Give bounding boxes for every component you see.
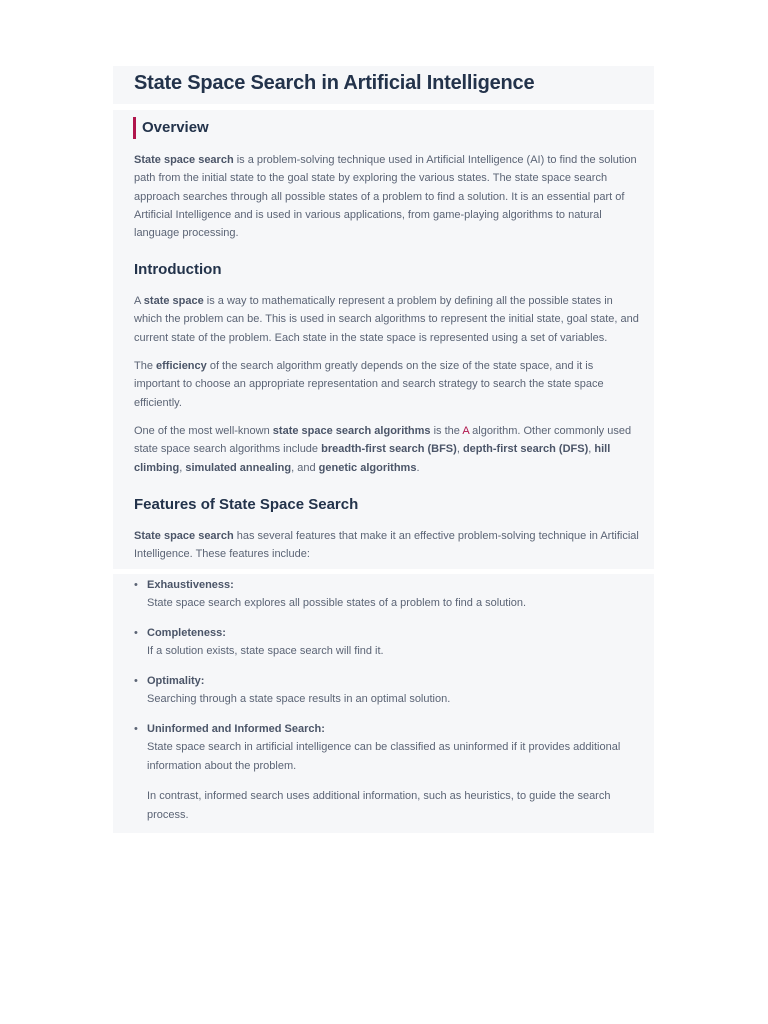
introduction-paragraph-1: A state space is a way to mathematically represent a problem by defining all the possible states in which the problem can be. This is used in search algorithms to represent the initial state, goal state, and current state of the problem. Each state in the state space is represented using a set of variables. xyxy=(134,295,639,344)
page-title: State Space Search in Artificial Intelligence xyxy=(134,72,535,94)
feature-label-completeness: Completeness: xyxy=(147,627,226,639)
feature-desc-completeness: If a solution exists, state space search will find it. xyxy=(147,645,384,657)
feature-desc-search-types: State space search in artificial intelligence can be classified as uninformed if it provides additional information about the problem. xyxy=(147,741,621,772)
introduction-paragraph-3: One of the most well-known state space search algorithms is the A algorithm. Other commonly used state space search algorithms include breadth-first search (BFS), depth-first search (DFS), hill climbing, simulated annealing, and genetic algorithms. xyxy=(134,425,632,474)
features-intro-paragraph: State space search has several features that make it an effective problem-solving technique in Artificial Intelligence. These features include: xyxy=(134,530,639,561)
list-bullet: • xyxy=(134,627,138,639)
list-bullet: • xyxy=(134,579,138,591)
overview-heading: Overview xyxy=(142,119,209,136)
feature-desc-optimality: Searching through a state space results in an optimal solution. xyxy=(147,693,451,705)
feature-label-optimality: Optimality: xyxy=(147,675,205,687)
overview-bold-term: State space search xyxy=(134,154,234,166)
overview-text: is a problem-solving technique used in Artificial Intelligence (AI) to find the solution path from the initial state to the goal state by exploring the various states. The state space search approach searches through all possible states of a problem to find a solution. It is an essential part of Artificial Intelligence and is used in various applications, from game-playing algorithms to natural language processing. xyxy=(134,154,637,240)
section-accent-bar xyxy=(133,117,136,139)
efficiency-term: efficiency xyxy=(156,360,207,372)
list-bullet: • xyxy=(134,723,138,735)
list-bullet: • xyxy=(134,675,138,687)
a-star-link[interactable]: A xyxy=(462,425,470,437)
feature-desc-exhaustiveness: State space search explores all possible states of a problem to find a solution. xyxy=(147,597,527,609)
feature-desc-informed-search: In contrast, informed search uses additional information, such as heuristics, to guide the search process. xyxy=(147,790,611,821)
overview-paragraph xyxy=(134,151,640,242)
feature-label-search-types: Uninformed and Informed Search: xyxy=(147,723,325,735)
introduction-heading: Introduction xyxy=(134,261,222,278)
features-heading: Features of State Space Search xyxy=(134,496,359,513)
introduction-paragraph-2: The efficiency of the search algorithm greatly depends on the size of the state space, and it is important to choose an appropriate representation and search strategy to search the state space efficiently. xyxy=(134,360,604,409)
state-space-term: state space xyxy=(143,295,204,307)
feature-label-exhaustiveness: Exhaustiveness: xyxy=(147,579,234,591)
